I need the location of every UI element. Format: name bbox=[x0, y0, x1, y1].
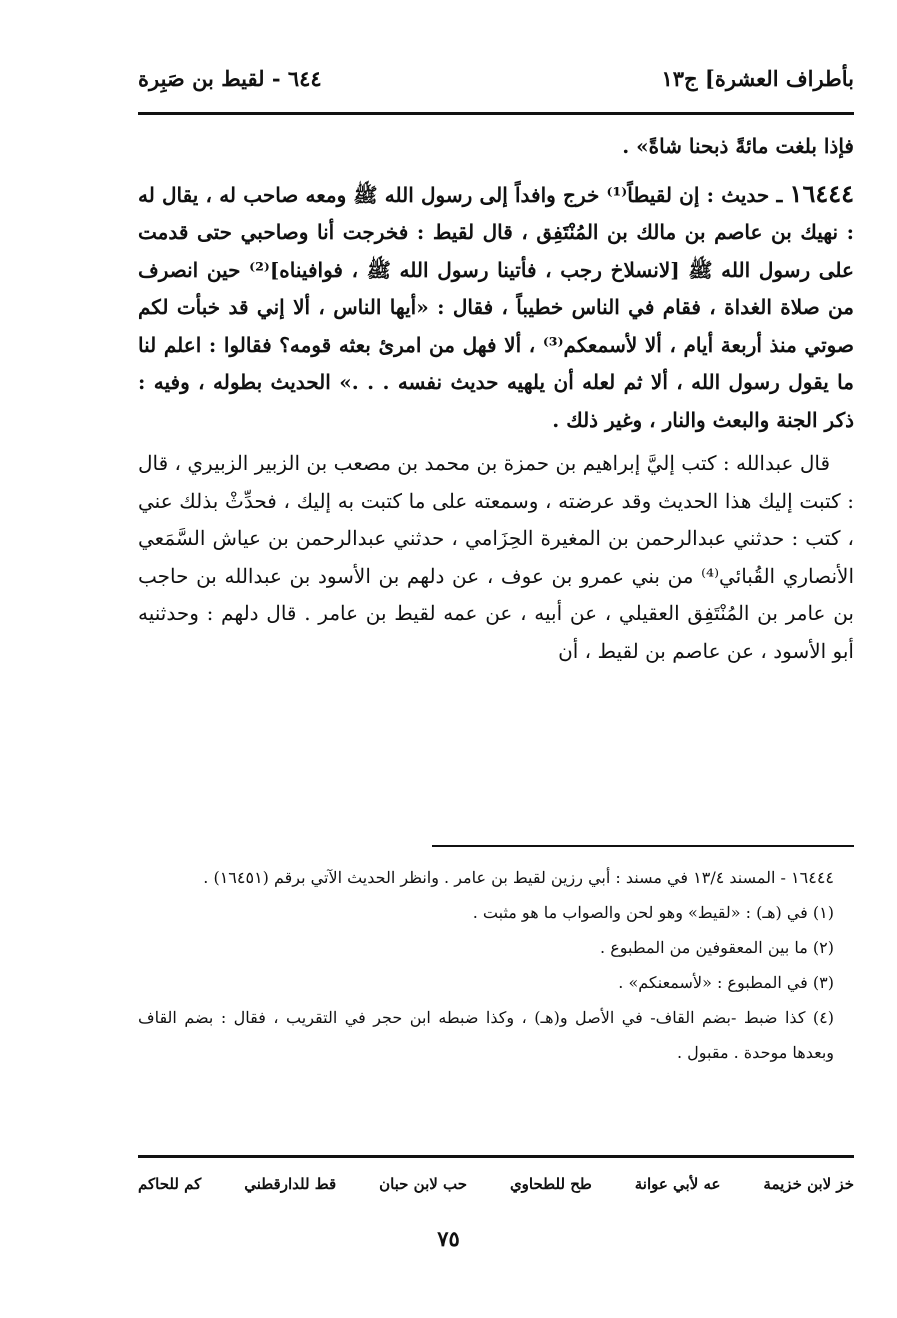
footnotes bbox=[138, 860, 854, 1070]
legend-item: حب لابن حبان bbox=[379, 1175, 468, 1193]
hadith-number: ١٦٤٤٤ bbox=[789, 178, 854, 208]
legend-item: طح للطحاوي bbox=[509, 1175, 592, 1193]
footnote-divider bbox=[432, 845, 854, 847]
footnote-3: (٣) في المطبوع : «لأسمعنكم» . bbox=[618, 973, 834, 992]
continuation-line: فإذا بلغت مائةً ذبحنا شاةً» . bbox=[622, 134, 854, 158]
hadith-text: ـ حديث : إن لقيطاً⁽¹⁾ خرج وافداً إلى رسول الله ﷺ ومعه صاحب له ، يقال له : نهيك بن عاصم بن مالك بن المُنْتَفِق ، قال لقيط : فخرجت أنا وصاحبي حتى قدمت على رسول الله ﷺ [لانسلاخ رجب ، فأتينا رسول الله ﷺ ، فوافيناه]⁽²⁾ حين انصرف من صلاة الغداة ، فقام في الناس خطيباً ، فقال : «أيها الناس ، ألا إني قد خبأت لكم صوتي منذ أربعة أيام ، ألا لأسمعكم⁽³⁾ ، ألا فهل من امرئ بعثه قومه؟ فقالوا : اعلم لنا ما يقول رسول الله ، ألا ثم لعله أن يلهيه حديث نفسه . . .» الحديث بطوله ، وفيه : ذكر الجنة والبعث والنار ، وغير ذلك . bbox=[138, 182, 854, 432]
running-header bbox=[138, 58, 854, 98]
legend-item: قط للدارقطني bbox=[244, 1175, 337, 1193]
main-text bbox=[138, 128, 854, 670]
header-section-title: ٦٤٤ - لقيط بن صَبِرة bbox=[138, 66, 322, 91]
legend-item: خز لابن خزيمة bbox=[763, 1175, 854, 1193]
chain-paragraph: قال عبدالله : كتب إليَّ إبراهيم بن حمزة بن محمد بن مصعب بن الزبير الزبيري ، قال : كتبت إليك هذا الحديث وقد عرضته ، وسمعته على ما كتبت به إليك ، فحدِّثْ بذلك عني ، كتب : حدثني عبدالرحمن بن المغيرة الحِزَامي ، حدثني عبدالرحمن بن عياش السَّمَعي الأنصاري القُبائي⁽⁴⁾ من بني عمرو بن عوف ، عن دلهم بن الأسود بن عبدالله بن حاجب بن عامر بن المُنْتَفِق العقيلي ، عن أبيه ، عن عمه لقيط بن عامر . قال دلهم : وحدثنيه أبو الأسود ، عن عاصم بن لقيط ، أن bbox=[138, 451, 854, 663]
abbreviation-legend bbox=[138, 1164, 854, 1204]
legend-item: عه لأبي عوانة bbox=[634, 1175, 721, 1193]
header-divider bbox=[138, 112, 854, 115]
footnote-source: ١٦٤٤٤ - المسند ١٣/٤ في مسند : أبي رزين لقيط بن عامر . وانظر الحديث الآتي برقم (١٦٤٥١) . bbox=[203, 868, 834, 887]
hadith-paragraph bbox=[138, 175, 854, 440]
footnote-1: (١) في (هـ) : «لقيط» وهو لحن والصواب ما هو مثبت . bbox=[472, 903, 834, 922]
legend-divider bbox=[138, 1155, 854, 1158]
header-book-title: بأطراف العشرة] ج١٣ bbox=[661, 66, 854, 91]
footnote-4: (٤) كذا ضبط -بضم القاف- في الأصل و(هـ) ، وكذا ضبطه ابن حجر في التقريب ، فقال : بضم القاف وبعدها موحدة . مقبول . bbox=[138, 1008, 834, 1062]
legend-item: كم للحاكم bbox=[138, 1175, 202, 1193]
footnote-2: (٢) ما بين المعقوفين من المطبوع . bbox=[600, 938, 834, 957]
page-number: ٧٥ bbox=[437, 1226, 460, 1251]
